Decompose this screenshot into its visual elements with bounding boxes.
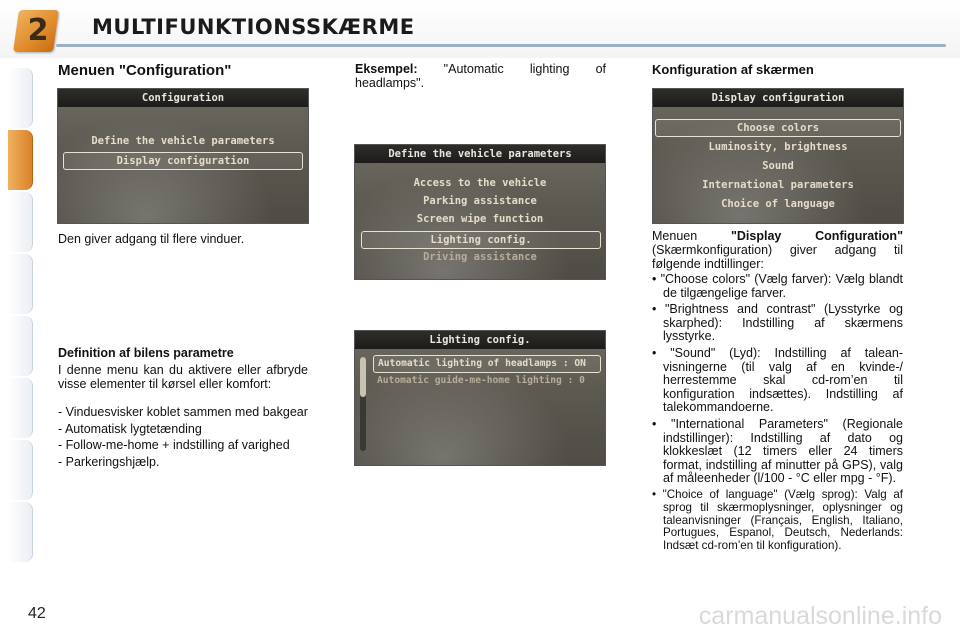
configuration-screen [57, 88, 309, 224]
scrollbar[interactable] [360, 357, 366, 451]
list-item: - Automatisk lygtetænding [58, 421, 202, 436]
intro-prefix: Menuen [652, 229, 731, 243]
chapter-tab[interactable] [8, 316, 33, 376]
screen-title: Display configuration [653, 89, 903, 107]
display-configuration-list [652, 273, 903, 556]
screen-title: Define the vehicle parameters [355, 145, 605, 163]
intro-bold: "Display Configuration" [730, 229, 903, 243]
menu-item-driving-assistance[interactable]: Driving assistance [423, 251, 537, 263]
menu-item-luminosity[interactable]: Luminosity, brightness [708, 141, 848, 153]
list-item: - Follow-me-home + indstilling af varighed [58, 438, 290, 453]
chapter-number: 2 [27, 13, 49, 48]
page-title: MULTIFUNKTIONSSKÆRME [92, 15, 415, 39]
menu-item-sound[interactable]: Sound [762, 160, 794, 172]
menu-item-display-configuration[interactable]: Display configuration [63, 152, 303, 170]
header-divider [56, 44, 946, 47]
menu-item-screen-wipe-function[interactable]: Screen wipe function [416, 213, 544, 225]
menu-item-automatic-lighting[interactable]: Automatic lighting of headlamps : ON [373, 355, 601, 373]
configuration-caption: Den giver adgang til flere vinduer. [58, 232, 245, 246]
menu-item-lighting-config[interactable]: Lighting config. [361, 231, 601, 249]
example-value: "Automatic lighting of headlamps". [355, 62, 606, 90]
chapter-tab-active[interactable] [8, 130, 33, 190]
chapter-tab[interactable] [8, 68, 33, 128]
list-item: - Parkeringshjælp. [58, 454, 160, 469]
list-item: - Vinduesvisker koblet sammen med bakgear [58, 405, 308, 419]
configuration-menu-heading: Menuen "Configuration" [58, 62, 232, 79]
chapter-tab[interactable] [8, 254, 33, 314]
vehicle-parameters-heading: Definition af bilens parametre [58, 346, 234, 360]
menu-item-parking-assistance[interactable]: Parking assistance [423, 195, 537, 207]
vehicle-parameters-paragraph: I denne menu kan du aktivere eller afbryde visse elementer til kørsel eller komfort: [58, 363, 308, 391]
chapter-tab[interactable] [8, 192, 33, 252]
menu-item-access-to-vehicle[interactable]: Access to the vehicle [413, 177, 547, 189]
menu-item-international-parameters[interactable]: International parameters [702, 179, 854, 191]
menu-item-define-vehicle-parameters[interactable]: Define the vehicle parameters [91, 135, 275, 147]
display-configuration-screen [652, 88, 904, 224]
intro-suffix: (Skærmkonfiguration) giver adgang til følgende indtillinger: [652, 243, 903, 271]
screen-title: Configuration [58, 89, 308, 107]
lighting-config-screen [354, 330, 606, 466]
screen-title: Lighting config. [355, 331, 605, 349]
chapter-tab[interactable] [8, 378, 33, 438]
menu-item-choice-of-language[interactable]: Choice of language [721, 198, 835, 210]
list-item: • "Choose colors" (Vælg farver): Vælg blandt de tilgængelige farver. [652, 272, 903, 300]
display-configuration-intro [652, 229, 903, 271]
list-item: • "Brightness and contrast" (Lysstyrke og skarphed): Indstilling af skærmens lysstyrke. [652, 302, 903, 344]
menu-item-guide-me-home[interactable]: Automatic guide-me-home lighting : 0 [377, 375, 585, 386]
page-number: 42 [28, 605, 46, 622]
vehicle-parameters-screen [354, 144, 606, 280]
display-configuration-heading: Konfiguration af skærmen [652, 62, 814, 77]
watermark: carmanualsonline.info [698, 602, 942, 630]
list-item: • "Sound" (Lyd): Indstilling af taleanvisningerne (til valg af en kvinde-/ herrestemme skal cd-rom’en til konfiguration indsættes). Indstilling af talekommandoerne. [652, 345, 903, 415]
list-item: • "International Parameters" (Regionale indstillinger): Indstilling af dato og klokkeslæt (12 timers eller 24 timers format, indstilling af minutter på GPS), valg af måleenheder (l/100 - °C eller mpg - °F). [652, 416, 903, 486]
example-text [355, 62, 606, 90]
chapter-tabs [0, 68, 34, 578]
chapter-tab[interactable] [8, 440, 33, 500]
chapter-tab[interactable] [8, 502, 33, 562]
scroll-thumb[interactable] [360, 357, 366, 397]
list-item: • "Choice of language" (Vælg sprog): Valg af sprog til skærmoplysninger, oplysninger og taleanvisninger (Français, English, Italiano, Portugues, Espanol, Deutsch, Nederlands: Indsæt cd-rom’en til konfiguration). [652, 487, 903, 553]
vehicle-parameters-list [58, 406, 308, 472]
menu-item-choose-colors[interactable]: Choose colors [655, 119, 901, 137]
example-label: Eksempel: [355, 62, 418, 76]
